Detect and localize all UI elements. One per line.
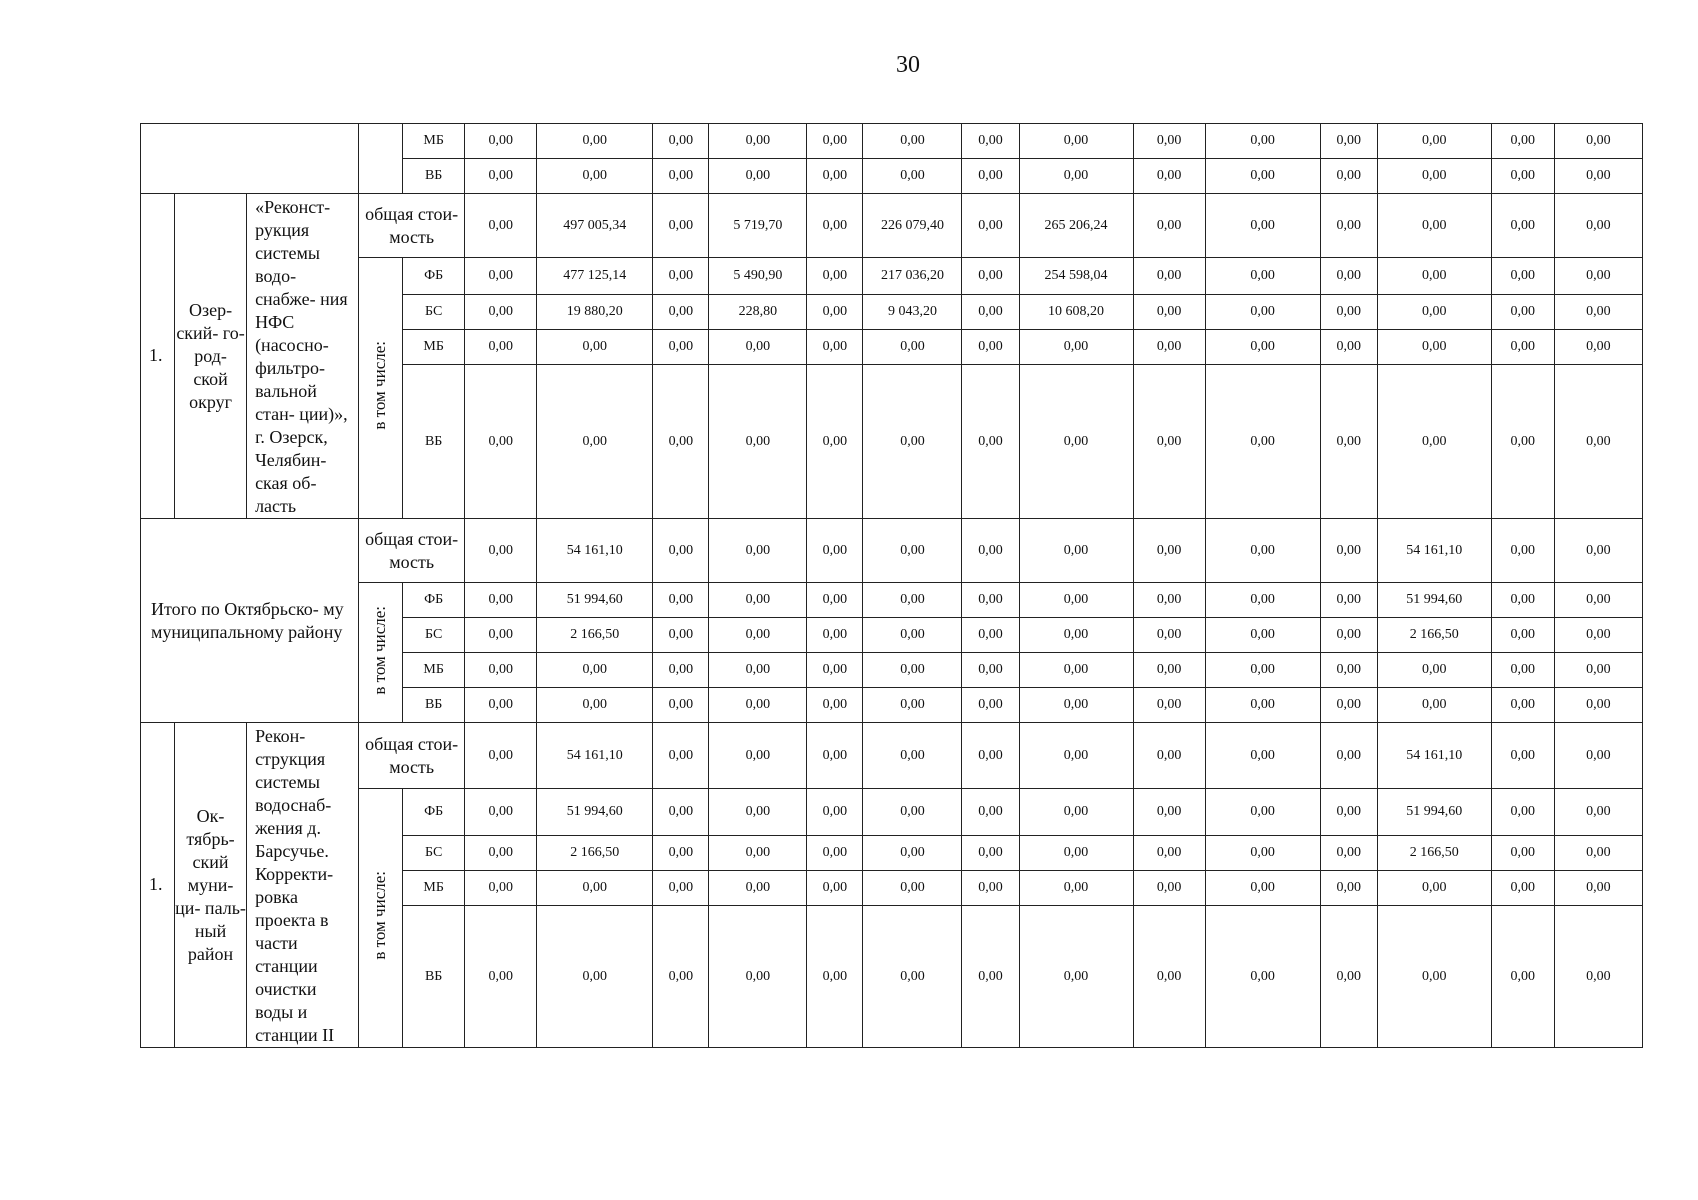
value-cell: 0,00 [962,836,1019,871]
value-cell: 0,00 [1491,583,1554,618]
value-cell: 497 005,34 [537,194,653,258]
value-cell: 9 043,20 [863,295,962,330]
value-cell: 0,00 [1205,124,1320,159]
value-cell: 0,00 [1133,519,1205,583]
value-cell: 0,00 [709,688,807,723]
value-cell: 0,00 [653,330,709,365]
value-cell: 0,00 [1320,789,1377,836]
value-cell: 0,00 [1491,330,1554,365]
value-cell: 0,00 [1554,618,1642,653]
value-cell: 0,00 [1205,836,1320,871]
value-cell: 0,00 [863,365,962,519]
value-cell: 0,00 [1320,258,1377,295]
value-cell: 0,00 [1205,583,1320,618]
value-cell: 0,00 [807,789,863,836]
value-cell: 0,00 [807,906,863,1048]
value-cell: 0,00 [653,583,709,618]
fund-label: ВБ [403,365,465,519]
value-cell: 2 166,50 [537,836,653,871]
value-cell: 0,00 [863,583,962,618]
value-cell: 0,00 [1133,723,1205,789]
value-cell: 217 036,20 [863,258,962,295]
value-cell: 0,00 [807,330,863,365]
value-cell: 0,00 [1133,124,1205,159]
value-cell: 0,00 [1377,124,1491,159]
value-cell: 0,00 [465,194,537,258]
value-cell: 0,00 [1133,365,1205,519]
fund-label: МБ [403,871,465,906]
binding-mark [1690,560,1694,630]
value-cell: 0,00 [1133,789,1205,836]
value-cell: 0,00 [1133,653,1205,688]
fund-label: ФБ [403,258,465,295]
value-cell: 0,00 [653,519,709,583]
value-cell: 0,00 [709,124,807,159]
value-cell: 0,00 [807,365,863,519]
value-cell: 0,00 [709,723,807,789]
value-cell: 0,00 [537,653,653,688]
value-cell: 0,00 [962,365,1019,519]
value-cell: 0,00 [863,519,962,583]
value-cell: 0,00 [1320,295,1377,330]
value-cell: 0,00 [962,194,1019,258]
value-cell: 0,00 [465,906,537,1048]
value-cell: 0,00 [465,258,537,295]
value-cell: 0,00 [807,258,863,295]
value-cell: 0,00 [807,723,863,789]
value-cell: 0,00 [1491,258,1554,295]
row-number: 1. [141,723,175,1048]
value-cell: 0,00 [1320,124,1377,159]
value-cell: 0,00 [653,789,709,836]
value-cell: 0,00 [1320,906,1377,1048]
value-cell: 0,00 [1554,789,1642,836]
value-cell: 0,00 [1205,871,1320,906]
value-cell: 0,00 [709,519,807,583]
value-cell: 0,00 [1205,330,1320,365]
value-cell: 0,00 [962,330,1019,365]
value-cell: 0,00 [709,836,807,871]
table-row [141,519,1643,583]
value-cell: 0,00 [1377,159,1491,194]
value-cell: 0,00 [465,688,537,723]
value-cell: 0,00 [1205,258,1320,295]
value-cell: 0,00 [653,688,709,723]
value-cell: 0,00 [1205,906,1320,1048]
value-cell: 0,00 [1377,906,1491,1048]
value-cell: 0,00 [863,688,962,723]
value-cell: 0,00 [1205,653,1320,688]
value-cell: 0,00 [1019,583,1133,618]
total-cost-label: общая стои- мость [359,519,465,583]
fund-label: ВБ [403,906,465,1048]
fund-label: ВБ [403,159,465,194]
value-cell: 0,00 [653,871,709,906]
value-cell: 0,00 [807,871,863,906]
including-cell [359,583,403,723]
value-cell: 0,00 [1019,836,1133,871]
value-cell: 0,00 [709,653,807,688]
value-cell: 228,80 [709,295,807,330]
value-cell: 0,00 [1205,723,1320,789]
fund-label: ВБ [403,688,465,723]
value-cell: 54 161,10 [537,519,653,583]
value-cell: 0,00 [653,295,709,330]
value-cell: 0,00 [1320,583,1377,618]
value-cell: 0,00 [653,723,709,789]
value-cell: 0,00 [962,618,1019,653]
value-cell: 0,00 [1205,365,1320,519]
value-cell: 0,00 [962,688,1019,723]
including-cell [359,789,403,1048]
value-cell: 2 166,50 [1377,836,1491,871]
value-cell: 0,00 [1019,124,1133,159]
including-label: в том числе: [370,341,390,431]
value-cell: 0,00 [653,258,709,295]
value-cell: 0,00 [709,906,807,1048]
value-cell: 0,00 [1554,723,1642,789]
value-cell: 0,00 [709,159,807,194]
value-cell: 0,00 [1019,723,1133,789]
value-cell: 226 079,40 [863,194,962,258]
table-row [141,583,1643,618]
value-cell: 0,00 [1320,653,1377,688]
value-cell: 5 719,70 [709,194,807,258]
value-cell: 0,00 [1491,906,1554,1048]
value-cell: 0,00 [962,583,1019,618]
value-cell: 0,00 [1320,871,1377,906]
value-cell: 0,00 [465,836,537,871]
value-cell: 0,00 [1377,330,1491,365]
value-cell: 0,00 [1377,295,1491,330]
value-cell: 0,00 [1491,194,1554,258]
value-cell: 0,00 [962,906,1019,1048]
value-cell: 0,00 [653,365,709,519]
project-name: «Реконст- рукция системы водо- снабже- ния НФС (насосно- фильтро- вальной стан- ции)», г. Озерск, Челябин- ская об- ласть [247,194,359,519]
value-cell: 0,00 [1554,330,1642,365]
including-label: в том числе: [370,871,390,961]
value-cell: 51 994,60 [1377,583,1491,618]
value-cell: 0,00 [709,365,807,519]
value-cell: 0,00 [962,295,1019,330]
value-cell: 0,00 [962,789,1019,836]
value-cell: 0,00 [465,330,537,365]
value-cell: 0,00 [863,789,962,836]
value-cell: 0,00 [1491,653,1554,688]
value-cell: 0,00 [807,653,863,688]
value-cell: 0,00 [465,159,537,194]
value-cell: 0,00 [1320,723,1377,789]
value-cell: 0,00 [807,519,863,583]
total-cost-label: общая стои- мость [359,194,465,258]
value-cell: 0,00 [807,583,863,618]
value-cell: 0,00 [1320,618,1377,653]
value-cell: 0,00 [465,124,537,159]
table-row [141,789,1643,836]
value-cell: 0,00 [653,159,709,194]
value-cell: 0,00 [1320,330,1377,365]
value-cell: 0,00 [1320,159,1377,194]
value-cell: 0,00 [1554,295,1642,330]
value-cell: 0,00 [807,194,863,258]
continued-blank-cell [141,124,359,194]
value-cell: 0,00 [1377,258,1491,295]
value-cell: 0,00 [1205,295,1320,330]
value-cell: 0,00 [653,618,709,653]
total-cost-label: общая стои- мость [359,723,465,789]
value-cell: 0,00 [1133,583,1205,618]
value-cell: 0,00 [962,653,1019,688]
value-cell: 0,00 [1491,618,1554,653]
value-cell: 0,00 [1491,295,1554,330]
value-cell: 0,00 [962,124,1019,159]
fund-label: БС [403,295,465,330]
value-cell: 0,00 [1554,159,1642,194]
value-cell: 0,00 [1554,194,1642,258]
value-cell: 0,00 [1133,618,1205,653]
fund-label: ФБ [403,583,465,618]
value-cell: 0,00 [1133,688,1205,723]
value-cell: 0,00 [863,871,962,906]
value-cell: 0,00 [1377,688,1491,723]
table-row [141,258,1643,295]
value-cell: 51 994,60 [537,789,653,836]
value-cell: 0,00 [1491,789,1554,836]
value-cell: 0,00 [962,723,1019,789]
fund-label: МБ [403,124,465,159]
continued-including-cell [359,124,403,194]
value-cell: 0,00 [465,295,537,330]
value-cell: 0,00 [1019,688,1133,723]
value-cell: 0,00 [1019,789,1133,836]
value-cell: 0,00 [863,653,962,688]
value-cell: 0,00 [1377,871,1491,906]
value-cell: 0,00 [1491,365,1554,519]
value-cell: 0,00 [1491,519,1554,583]
value-cell: 0,00 [962,159,1019,194]
value-cell: 0,00 [1019,159,1133,194]
value-cell: 0,00 [537,159,653,194]
value-cell: 54 161,10 [1377,723,1491,789]
value-cell: 2 166,50 [1377,618,1491,653]
value-cell: 5 490,90 [709,258,807,295]
value-cell: 0,00 [537,688,653,723]
value-cell: 0,00 [1491,124,1554,159]
value-cell: 0,00 [962,258,1019,295]
value-cell: 0,00 [1554,688,1642,723]
value-cell: 0,00 [1019,653,1133,688]
fund-label: БС [403,836,465,871]
value-cell: 0,00 [1133,159,1205,194]
value-cell: 0,00 [1133,871,1205,906]
value-cell: 0,00 [653,194,709,258]
fund-label: БС [403,618,465,653]
value-cell: 0,00 [1320,688,1377,723]
table-row [141,124,1643,159]
value-cell: 0,00 [653,906,709,1048]
value-cell: 0,00 [709,618,807,653]
value-cell: 0,00 [1491,836,1554,871]
value-cell: 0,00 [709,789,807,836]
value-cell: 0,00 [1019,330,1133,365]
value-cell: 0,00 [1205,789,1320,836]
value-cell: 0,00 [1554,519,1642,583]
value-cell: 0,00 [1377,365,1491,519]
value-cell: 0,00 [465,618,537,653]
value-cell: 0,00 [709,583,807,618]
value-cell: 0,00 [1554,836,1642,871]
row-number: 1. [141,194,175,519]
value-cell: 0,00 [1133,906,1205,1048]
value-cell: 0,00 [1019,618,1133,653]
value-cell: 0,00 [863,330,962,365]
municipality-name: Озер- ский- го- род- ской округ [175,194,247,519]
value-cell: 0,00 [1205,194,1320,258]
value-cell: 0,00 [1205,159,1320,194]
value-cell: 0,00 [1491,723,1554,789]
value-cell: 0,00 [653,124,709,159]
fund-label: МБ [403,330,465,365]
value-cell: 0,00 [1554,583,1642,618]
project-name: Рекон- струкция системы водоснаб- жения д. Барсучье. Корректи- ровка проекта в части станции очистки воды и станции II [247,723,359,1048]
value-cell: 0,00 [465,653,537,688]
value-cell: 51 994,60 [537,583,653,618]
value-cell: 0,00 [1133,836,1205,871]
value-cell: 10 608,20 [1019,295,1133,330]
value-cell: 0,00 [537,365,653,519]
value-cell: 0,00 [1320,194,1377,258]
total-title: Итого по Октябрьско- му муниципальному району [141,519,359,723]
including-label: в том числе: [370,605,390,695]
value-cell: 54 161,10 [537,723,653,789]
value-cell: 477 125,14 [537,258,653,295]
value-cell: 0,00 [1133,194,1205,258]
value-cell: 0,00 [465,871,537,906]
value-cell: 0,00 [807,124,863,159]
value-cell: 0,00 [807,836,863,871]
value-cell: 0,00 [1019,906,1133,1048]
value-cell: 0,00 [1554,124,1642,159]
value-cell: 2 166,50 [537,618,653,653]
value-cell: 0,00 [1133,295,1205,330]
value-cell: 0,00 [863,906,962,1048]
including-cell [359,258,403,519]
value-cell: 51 994,60 [1377,789,1491,836]
value-cell: 0,00 [1491,688,1554,723]
fund-label: ФБ [403,789,465,836]
value-cell: 0,00 [709,330,807,365]
value-cell: 0,00 [465,583,537,618]
value-cell: 0,00 [962,871,1019,906]
value-cell: 0,00 [465,723,537,789]
value-cell: 0,00 [1019,365,1133,519]
value-cell: 0,00 [537,906,653,1048]
value-cell: 0,00 [1320,836,1377,871]
financing-table [140,123,1643,1048]
value-cell: 0,00 [1320,365,1377,519]
value-cell: 0,00 [1554,871,1642,906]
value-cell: 0,00 [465,365,537,519]
value-cell: 0,00 [863,836,962,871]
value-cell: 0,00 [1019,519,1133,583]
value-cell: 0,00 [863,723,962,789]
fund-label: МБ [403,653,465,688]
value-cell: 0,00 [962,519,1019,583]
value-cell: 0,00 [1377,653,1491,688]
value-cell: 0,00 [653,836,709,871]
value-cell: 0,00 [1377,194,1491,258]
value-cell: 0,00 [465,519,537,583]
value-cell: 0,00 [709,871,807,906]
value-cell: 0,00 [1554,906,1642,1048]
value-cell: 0,00 [863,159,962,194]
value-cell: 265 206,24 [1019,194,1133,258]
value-cell: 0,00 [537,330,653,365]
municipality-name: Ок- тябрь- ский муни- ци- паль- ный район [175,723,247,1048]
value-cell: 0,00 [807,159,863,194]
value-cell: 0,00 [1019,871,1133,906]
value-cell: 0,00 [1133,258,1205,295]
value-cell: 0,00 [863,124,962,159]
value-cell: 19 880,20 [537,295,653,330]
value-cell: 0,00 [537,871,653,906]
value-cell: 0,00 [1491,159,1554,194]
value-cell: 0,00 [537,124,653,159]
value-cell: 0,00 [807,688,863,723]
value-cell: 0,00 [1554,365,1642,519]
value-cell: 254 598,04 [1019,258,1133,295]
value-cell: 0,00 [1554,258,1642,295]
value-cell: 0,00 [1554,653,1642,688]
value-cell: 0,00 [1133,330,1205,365]
value-cell: 0,00 [1205,618,1320,653]
value-cell: 54 161,10 [1377,519,1491,583]
value-cell: 0,00 [1205,519,1320,583]
value-cell: 0,00 [653,653,709,688]
value-cell: 0,00 [807,295,863,330]
table-row [141,194,1643,258]
value-cell: 0,00 [1320,519,1377,583]
value-cell: 0,00 [863,618,962,653]
value-cell: 0,00 [807,618,863,653]
page-number: 30 [896,52,920,78]
value-cell: 0,00 [1205,688,1320,723]
value-cell: 0,00 [1491,871,1554,906]
table-row [141,723,1643,789]
value-cell: 0,00 [465,789,537,836]
